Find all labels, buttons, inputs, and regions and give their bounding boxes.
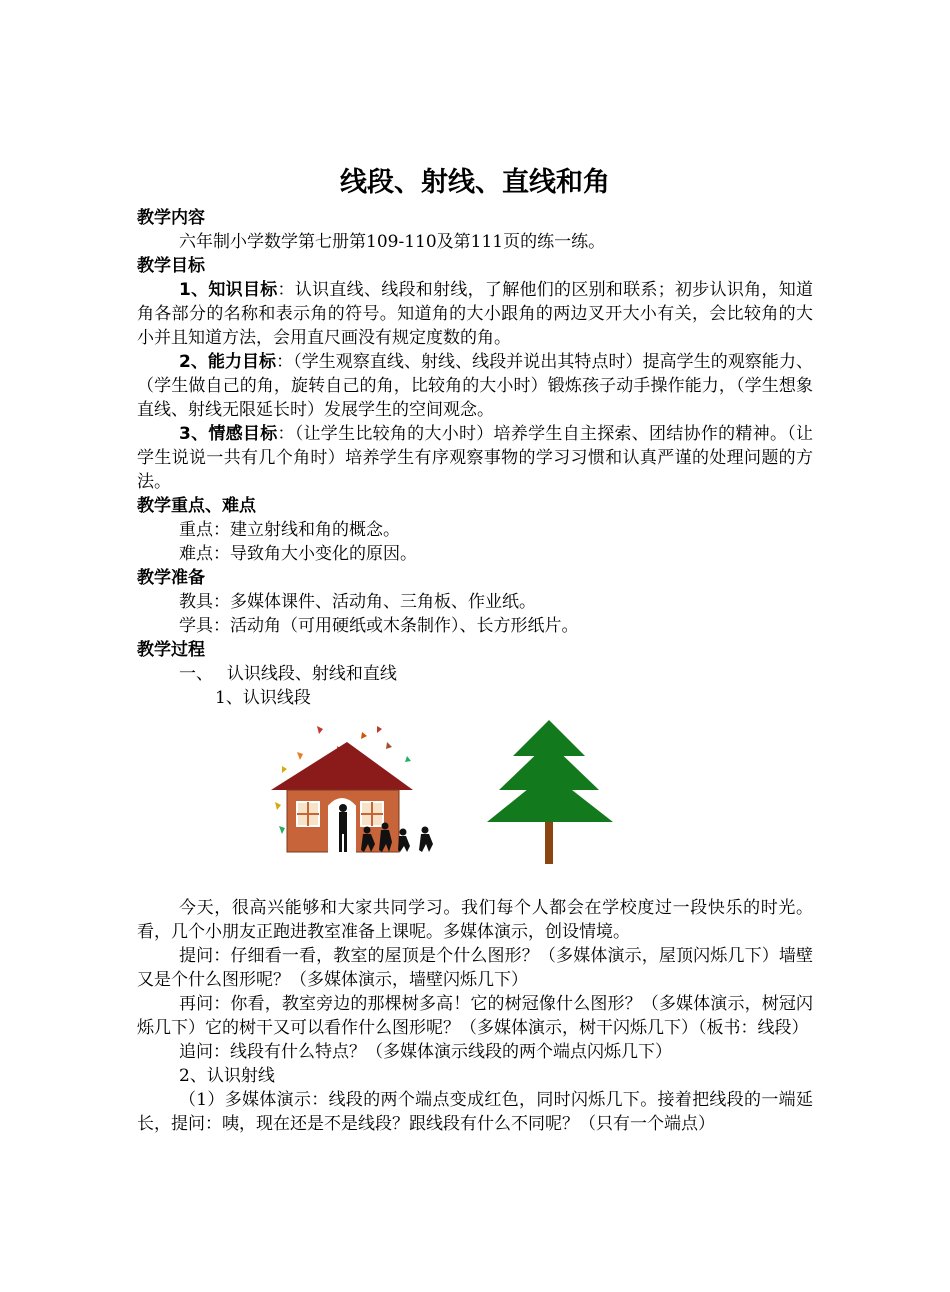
paragraph-1: 今天，很高兴能够和大家共同学习。我们每个人都会在学校度过一段快乐的时光。看，几个小朋友正跑进教室准备上课呢。多媒体演示，创设情境。	[137, 898, 813, 942]
teacher-tools: 教具：多媒体课件、活动角、三角板、作业纸。	[179, 592, 536, 612]
key-point: 重点：建立射线和角的概念。	[179, 520, 400, 540]
heading-key-points: 教学重点、难点	[137, 496, 256, 516]
goal-1	[137, 278, 813, 350]
paragraph-5: （1）多媒体演示：线段的两个端点变成红色，同时闪烁几下。接着把线段的一端延长，提问：咦，现在还是不是线段？跟线段有什么不同呢？（只有一个端点）	[137, 1090, 813, 1134]
heading-process: 教学过程	[137, 640, 205, 660]
content-text: 六年制小学数学第七册第109-110及第111页的练一练。	[179, 232, 606, 252]
heading-content: 教学内容	[137, 208, 205, 228]
difficult-point: 难点：导致角大小变化的原因。	[179, 544, 417, 564]
page-title: 线段、射线、直线和角	[340, 167, 610, 198]
paragraph-2: 提问：仔细看一看，教室的屋顶是个什么图形？（多媒体演示，屋顶闪烁几下）墙壁又是个什么图形呢？（多媒体演示，墙壁闪烁几下）	[137, 946, 813, 990]
goal-2-text: ：（学生观察直线、射线、线段并说出其特点时）提高学生的观察能力、（学生做自己的角，旋转自己的角，比较角的大小时）锻炼孩子动手操作能力，（学生想象直线、射线无限延长时）发展学生的空间观念。	[137, 352, 813, 420]
paragraph-3: 再问：你看，教室旁边的那棵树多高！它的树冠像什么图形？（多媒体演示，树冠闪烁几下）它的树干又可以看作什么图形呢？（多媒体演示，树干闪烁几下）（板书：线段）	[137, 994, 813, 1038]
goal-1-label: 1、知识目标	[179, 280, 278, 300]
part-1-1-title: 1、认识线段	[215, 688, 311, 708]
goal-3	[137, 422, 813, 494]
goal-3-text: ：（让学生比较角的大小时）培养学生自主探索、团结协作的精神。（让学生说说一共有几个角时）培养学生有序观察事物的学习习惯和认真严谨的处理问题的方法。	[137, 424, 813, 492]
illustrations	[137, 716, 813, 886]
goal-2	[137, 350, 813, 422]
tree-trunk	[545, 822, 553, 864]
goal-2-label: 2、能力目标	[179, 352, 277, 372]
roof-shape	[271, 742, 413, 790]
tree-crown-bottom	[487, 772, 613, 822]
heading-preparation: 教学准备	[137, 568, 205, 588]
paragraph-4: 追问：线段有什么特点？（多媒体演示线段的两个端点闪烁几下）	[179, 1042, 672, 1062]
part-1-2-title: 2、认识射线	[179, 1066, 275, 1086]
tree-illustration	[487, 716, 617, 866]
document-page	[137, 160, 813, 1136]
student-tools: 学具：活动角（可用硬纸或木条制作）、长方形纸片。	[179, 616, 579, 636]
heading-goals: 教学目标	[137, 256, 205, 276]
part-1-title: 一、 认识线段、射线和直线	[179, 664, 397, 684]
house-illustration	[267, 722, 447, 862]
goal-1-text: ：认识直线、线段和射线，了解他们的区别和联系；初步认识角，知道角各部分的名称和表示角的符号。知道角的大小跟角的两边叉开大小有关，会比较角的大小并且知道方法，会用直尺画没有规定度数的角。	[137, 280, 813, 348]
goal-3-label: 3、情感目标	[179, 424, 278, 444]
